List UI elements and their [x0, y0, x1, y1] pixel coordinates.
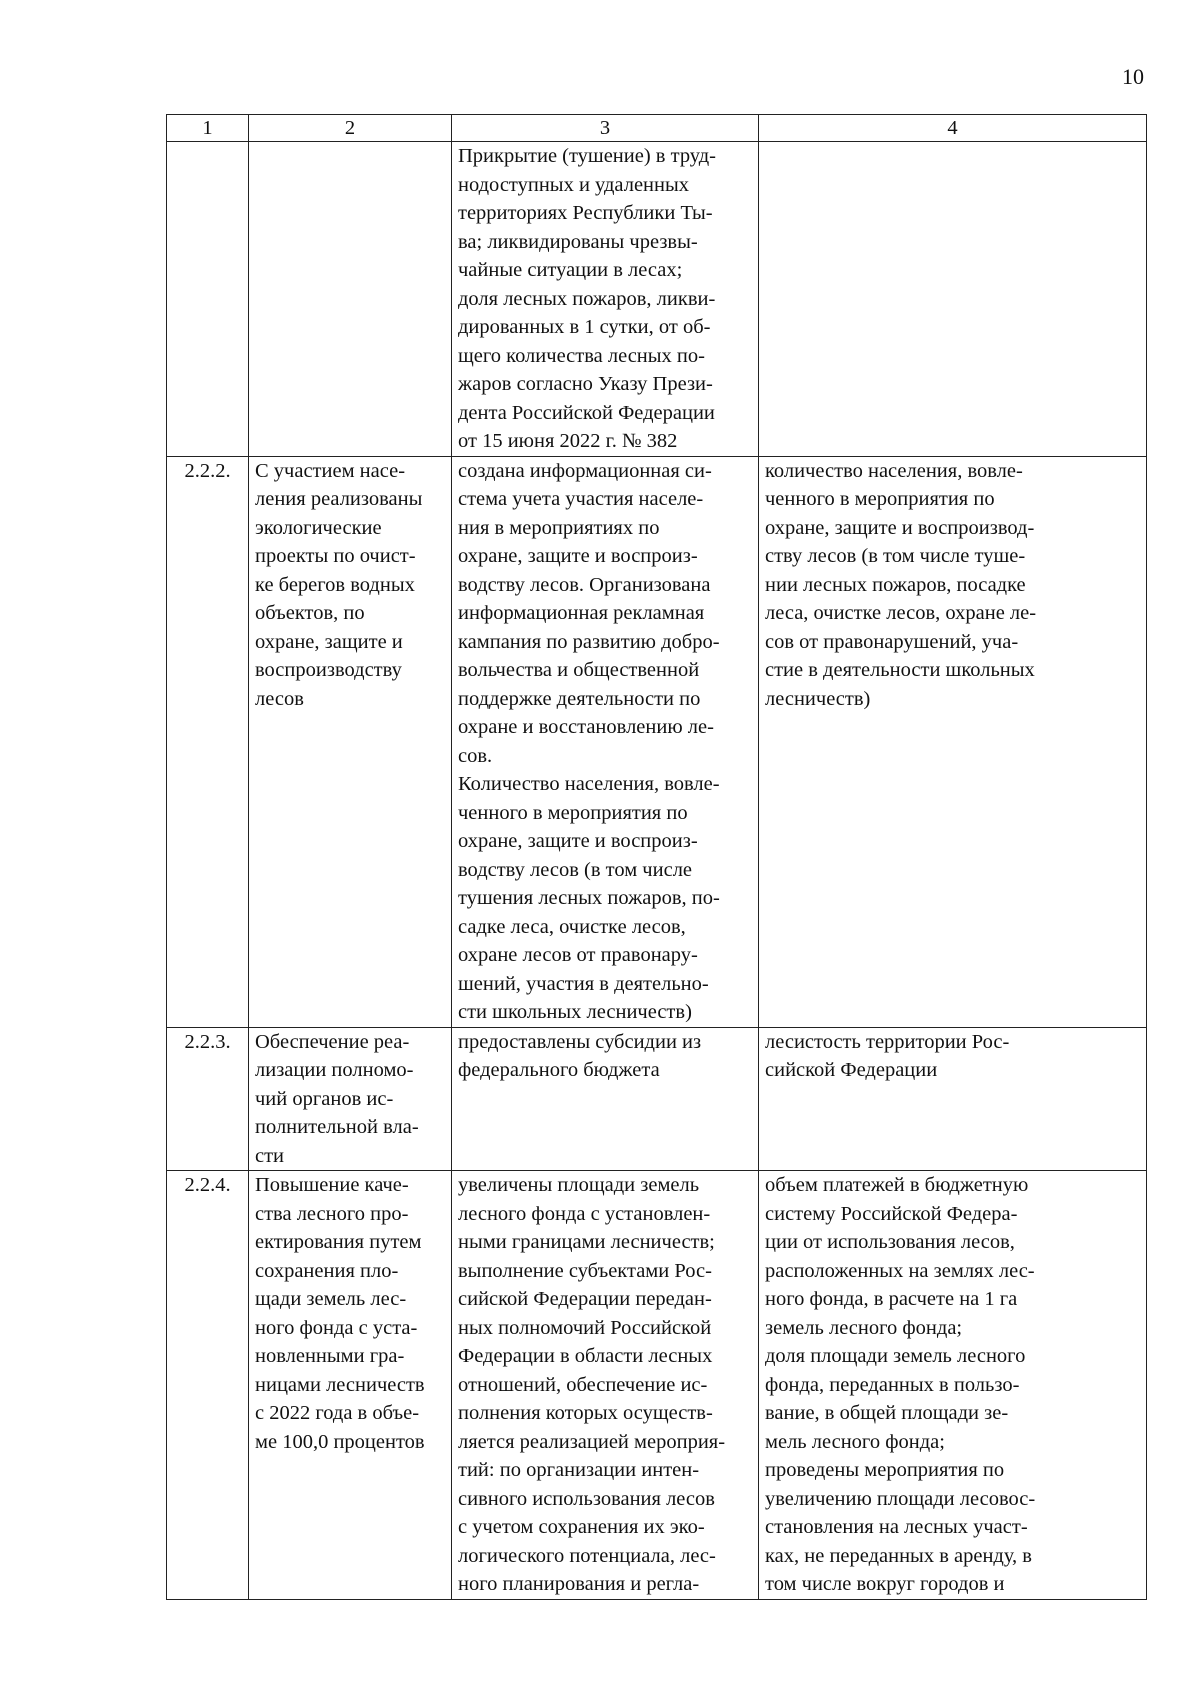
table-cell-col4: [759, 142, 1147, 457]
cell-text-line: сивного использования лесов: [458, 1487, 715, 1510]
cell-text-line: том числе вокруг городов и: [765, 1573, 1005, 1595]
cell-text-line: С участием насе-: [255, 459, 406, 482]
page-number: 10: [1122, 64, 1144, 89]
cell-text-line: ных полномочий Российской: [458, 1316, 712, 1339]
cell-text-line: экологические: [255, 516, 382, 539]
table-cell-col3: [452, 142, 759, 457]
cell-text-line: шений, участия в деятельно-: [458, 972, 709, 995]
cell-text-line: ке берегов водных: [255, 573, 415, 596]
table-row: [167, 1027, 1147, 1171]
cell-text-line: Прикрытие (тушение) в труд-: [458, 145, 717, 167]
cell-text-line: ства лесного про-: [255, 1202, 409, 1225]
cell-text-line: лизации полномо-: [255, 1059, 414, 1081]
cell-text-line: охране, защите и воспроизвод-: [765, 516, 1035, 539]
cell-text-line: с учетом сохранения их эко-: [458, 1516, 705, 1538]
cell-text-line: дированных в 1 сутки, от об-: [458, 316, 711, 338]
column-header-4: 4: [759, 115, 1147, 142]
cell-text-line: ках, не переданных в аренду, в: [765, 1544, 1032, 1567]
cell-text-line: выполнение субъектами Рос-: [458, 1259, 712, 1282]
cell-text-line: проекты по очист-: [255, 545, 416, 567]
header-row: [167, 115, 1147, 142]
cell-text-line: ченного в мероприятия по: [765, 488, 995, 510]
cell-text-line: увеличению площади лесовос-: [765, 1487, 1036, 1510]
cell-text-line: полнения которых осуществ-: [458, 1402, 713, 1424]
cell-text-line: территориях Республики Ты-: [458, 202, 713, 224]
table-cell-col2: [249, 1027, 452, 1171]
table-row: [167, 456, 1147, 1027]
cell-text-line: водству лесов (в том числе: [458, 858, 693, 881]
cell-text-line: жаров согласно Указу Прези-: [458, 373, 713, 395]
table-cell-col3: [452, 1171, 759, 1600]
cell-text-line: поддержке деятельности по: [458, 687, 701, 710]
cell-text-line: нии лесных пожаров, посадке: [765, 573, 1026, 596]
table-cell-col3: [452, 1027, 759, 1171]
cell-text-line: объектов, по: [255, 602, 365, 624]
table-cell-col4: [759, 1027, 1147, 1171]
cell-text-line: стие в деятельности школьных: [765, 659, 1035, 681]
cell-text-line: лесного фонда с установлен-: [458, 1202, 711, 1225]
cell-text-line: щего количества лесных по-: [458, 344, 705, 367]
row-number-cell: 2.2.4.: [167, 1171, 249, 1600]
cell-text-line: ления реализованы: [255, 488, 423, 510]
column-header-2: 2: [249, 115, 452, 142]
cell-text-line: лесистость территории Рос-: [765, 1030, 1010, 1053]
cell-text-line: сохранения пло-: [255, 1259, 399, 1282]
cell-text-line: объем платежей в бюджетную: [765, 1174, 1029, 1196]
cell-text-line: ными границами лесничеств;: [458, 1231, 715, 1253]
cell-text-line: сийской Федерации передан-: [458, 1288, 712, 1310]
cell-text-line: щади земель лес-: [255, 1288, 407, 1310]
cell-text-line: предоставлены субсидии из: [458, 1030, 702, 1053]
cell-text-line: тушения лесных пожаров, по-: [458, 887, 720, 909]
cell-text-line: федерального бюджета: [458, 1059, 660, 1081]
cell-text-line: новленными гра-: [255, 1345, 405, 1367]
cell-text-line: систему Российской Федера-: [765, 1202, 1018, 1225]
cell-text-line: ченного в мероприятия по: [458, 801, 688, 824]
table-row: [167, 142, 1147, 457]
cell-text-line: сов.: [458, 744, 493, 767]
cell-text-line: ству лесов (в том числе туше-: [765, 545, 1026, 567]
table-cell-col3: [452, 456, 759, 1027]
cell-text-line: сов от правонарушений, уча-: [765, 630, 1019, 653]
cell-text-line: нодоступных и удаленных: [458, 173, 690, 196]
table-cell-col2: [249, 1171, 452, 1600]
table-header: [167, 115, 1147, 142]
cell-text-line: Повышение каче-: [255, 1174, 409, 1196]
measures-table: [166, 114, 1147, 1600]
cell-text-line: лесничеств): [765, 687, 871, 710]
cell-text-line: ме 100,0 процентов: [255, 1430, 425, 1453]
table-cell-col4: [759, 1171, 1147, 1600]
cell-text-line: проведены мероприятия по: [765, 1459, 1005, 1481]
cell-text-line: ния в мероприятиях по: [458, 516, 660, 539]
cell-text-line: водству лесов. Организована: [458, 573, 711, 596]
cell-text-line: создана информационная си-: [458, 459, 712, 482]
cell-text-line: ляется реализацией мероприя-: [458, 1430, 726, 1453]
cell-text-line: охране лесов от правонару-: [458, 944, 698, 966]
cell-text-line: Федерации в области лесных: [458, 1345, 713, 1367]
row-number-cell: 2.2.3.: [167, 1027, 249, 1171]
cell-text-line: чайные ситуации в лесах;: [458, 259, 683, 281]
cell-text-line: увеличены площади земель: [458, 1174, 700, 1196]
cell-text-line: ного фонда с уста-: [255, 1316, 418, 1339]
cell-text-line: охране и восстановлению ле-: [458, 716, 714, 738]
cell-text-line: количество населения, вовле-: [765, 459, 1023, 482]
cell-text-line: охране, защите и воспроиз-: [458, 830, 698, 852]
cell-text-line: ции от использования лесов,: [765, 1231, 1015, 1253]
cell-text-line: сти: [255, 1144, 285, 1167]
cell-text-line: дента Российской Федерации: [458, 401, 715, 424]
cell-text-line: чий органов ис-: [255, 1087, 394, 1110]
cell-text-line: от 15 июня 2022 г. № 382: [458, 430, 678, 452]
cell-text-line: стема учета участия населе-: [458, 488, 704, 510]
cell-text-line: вольчества и общественной: [458, 659, 700, 681]
cell-text-line: садке леса, очистке лесов,: [458, 915, 686, 938]
cell-text-line: ного фонда, в расчете на 1 га: [765, 1288, 1018, 1310]
cell-text-line: сти школьных лесничеств): [458, 1001, 692, 1023]
cell-text-line: охране, защите и воспроиз-: [458, 545, 698, 567]
row-number-cell: 2.2.2.: [167, 456, 249, 1027]
table-cell-col2: [249, 456, 452, 1027]
column-header-3: 3: [452, 115, 759, 142]
cell-text-line: мель лесного фонда;: [765, 1430, 945, 1453]
cell-text-line: с 2022 года в объе-: [255, 1402, 420, 1424]
cell-text-line: леса, очистке лесов, охране ле-: [765, 602, 1037, 624]
cell-text-line: становления на лесных участ-: [765, 1516, 1028, 1538]
cell-text-line: отношений, обеспечение ис-: [458, 1373, 708, 1396]
cell-text-line: ницами лесничеств: [255, 1373, 425, 1396]
table-body: [167, 142, 1147, 1600]
cell-text-line: Количество населения, вовле-: [458, 773, 720, 795]
table-cell-col4: [759, 456, 1147, 1027]
cell-text-line: информационная рекламная: [458, 602, 705, 624]
cell-text-line: расположенных на землях лес-: [765, 1259, 1035, 1282]
cell-text-line: логического потенциала, лес-: [458, 1544, 716, 1567]
cell-text-line: доля лесных пожаров, ликви-: [458, 287, 716, 310]
cell-text-line: ектирования путем: [255, 1231, 422, 1253]
cell-text-line: воспроизводству: [255, 659, 402, 681]
cell-text-line: Обеспечение реа-: [255, 1030, 410, 1053]
row-number-cell: [167, 142, 249, 457]
cell-text-line: тий: по организации интен-: [458, 1459, 700, 1481]
table-row: [167, 1171, 1147, 1600]
cell-text-line: лесов: [255, 687, 304, 710]
cell-text-line: вание, в общей площади зе-: [765, 1402, 1009, 1424]
cell-text-line: полнительной вла-: [255, 1116, 419, 1138]
cell-text-line: фонда, переданных в пользо-: [765, 1373, 1020, 1396]
cell-text-line: охране, защите и: [255, 630, 403, 653]
cell-text-line: доля площади земель лесного: [765, 1345, 1026, 1367]
cell-text-line: кампания по развитию добро-: [458, 630, 720, 653]
column-header-1: 1: [167, 115, 249, 142]
cell-text-line: ного планирования и регла-: [458, 1573, 700, 1595]
cell-text-line: ва; ликвидированы чрезвы-: [458, 230, 698, 253]
table-cell-col2: [249, 142, 452, 457]
cell-text-line: земель лесного фонда;: [765, 1316, 963, 1339]
cell-text-line: сийской Федерации: [765, 1059, 938, 1081]
